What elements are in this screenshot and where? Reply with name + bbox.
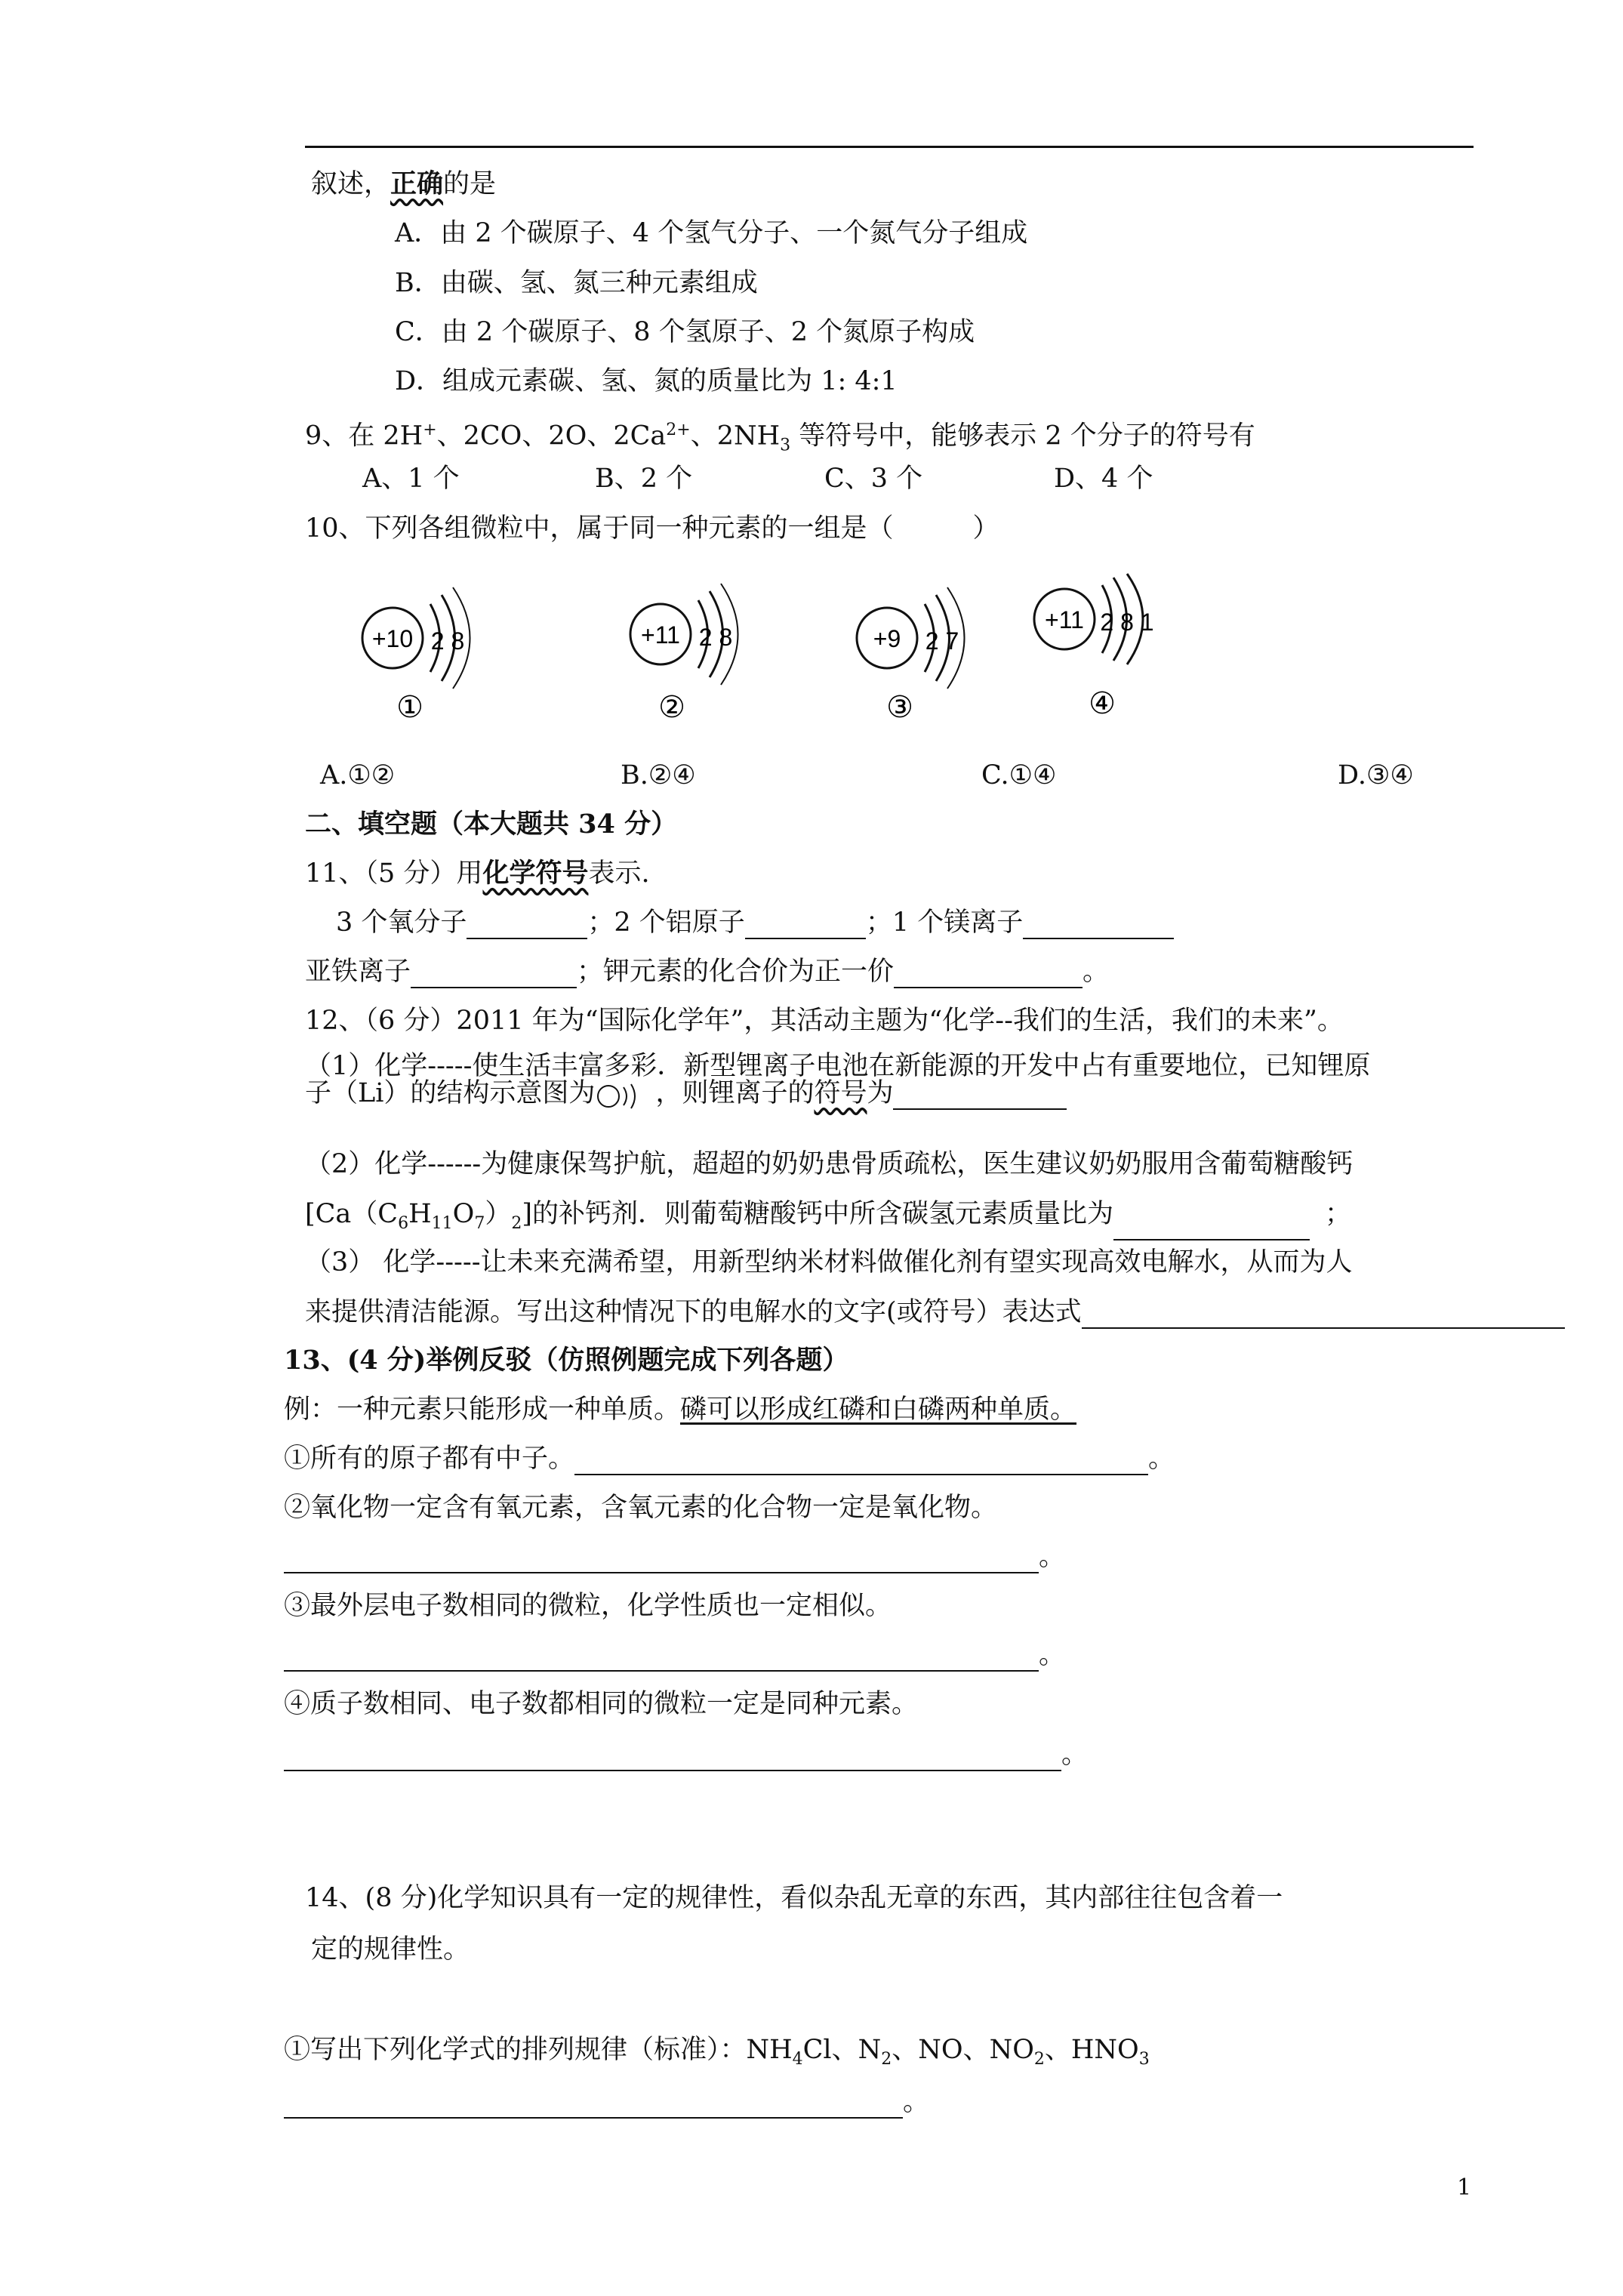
atom-1-shells: 2 8 <box>430 627 465 655</box>
header-rule <box>305 146 1474 148</box>
atom-2-shells: 2 8 <box>698 624 733 651</box>
q11-stem: 11、（5 分）用化学符号表示. <box>305 858 650 889</box>
q13-item-3: ③最外层电子数相同的微粒，化学性质也一定相似。 <box>284 1591 892 1621</box>
atom-3-label: ③ <box>886 690 913 725</box>
q12-part1-line2: 子（Li）的结构示意图为 ，则锂离子的符号为 <box>305 1077 1067 1110</box>
q13-stem: 13、(4 分)举例反驳（仿照例题完成下列各题） <box>284 1345 849 1376</box>
q8-option-c: C．由 2 个碳原子、8 个氢原子、2 个氮原子构成 <box>395 317 975 347</box>
q13-example: 例：一种元素只能形成一种单质。磷可以形成红磷和白磷两种单质。 <box>284 1395 1077 1425</box>
q13-item-3-answer: 。 <box>284 1638 1065 1672</box>
q14-item-1-answer: 。 <box>284 2085 929 2119</box>
atom-2-nucleus: +11 <box>641 621 680 649</box>
atom-diagram-1 <box>359 581 494 735</box>
q9-stem: 9、在 2H+、2CO、2O、$2Ca^{2+}$、$2NH_3$ 等符号中，能够表示 2 个分子的符号有 <box>305 421 1255 455</box>
q8-stem: 叙述，正确的是 <box>311 168 497 199</box>
q13-item-2: ②氧化物一定含有氧元素，含氧元素的化合物一定是氧化物。 <box>284 1493 998 1523</box>
q10-stem: 10、下列各组微粒中，属于同一种元素的一组是（ ） <box>305 513 999 544</box>
q12-part2-line1: （2）化学------为健康保驾护航，超超的奶奶患骨质疏松，医生建议奶奶服用含葡萄糖酸钙 <box>305 1149 1354 1179</box>
q8-option-a: A．由 2 个碳原子、4 个氢气分子、一个氮气分子组成 <box>395 218 1028 248</box>
lithium-atom-diagram <box>595 1080 655 1110</box>
atom-2-label: ② <box>658 690 685 725</box>
q9-option-d: D、4 个 <box>1054 464 1153 494</box>
q13-item-2-answer: 。 <box>284 1540 1065 1573</box>
q11-line-2: 亚铁离子 ；钾元素的化合价为正一价 。 <box>305 957 1110 987</box>
atom-3-shells: 2 7 <box>925 627 959 655</box>
q12-part2-line2: $[Ca(C_6H_{11}O_7)_2]$的补钙剂．则葡萄糖酸钙中所含碳氢元素质量比为 ； <box>305 1197 1351 1240</box>
q11-line-1: 3 个氧分子 ；2 个铝原子 ；1 个镁离子 <box>336 906 1174 939</box>
q9-option-b: B、2 个 <box>595 464 693 494</box>
q12-stem: 12、（6 分）2011 年为“国际化学年”，其活动主题为“化学--我们的生活，我们的未来”。 <box>305 1006 1344 1036</box>
q13-item-4-answer: 。 <box>284 1738 1088 1771</box>
page-number: 1 <box>1457 2174 1472 2201</box>
q14-stem-line1: 14、(8 分)化学知识具有一定的规律性，看似杂乱无章的东西，其内部往往包含着一 <box>305 1883 1283 1913</box>
q10-option-b: B.②④ <box>621 760 696 791</box>
q9-option-c: C、3 个 <box>824 464 923 494</box>
section-2-title: 二、填空题（本大题共 34 分） <box>305 809 678 840</box>
atom-4-label: ④ <box>1089 686 1116 721</box>
q14-blank-1[interactable] <box>284 2090 903 2119</box>
q14-stem-line2: 定的规律性。 <box>311 1934 470 1965</box>
q11-blank-aluminum[interactable] <box>745 911 866 939</box>
q10-option-c: C.①④ <box>981 760 1057 791</box>
q11-blank-ferrous[interactable] <box>411 960 577 988</box>
q11-blank-magnesium[interactable] <box>1023 911 1174 939</box>
q12-blank-lithium-ion[interactable] <box>893 1081 1067 1110</box>
q9-option-a: A、1 个 <box>362 464 460 494</box>
q14-item-1: ①写出下列化学式的排列规律（标准）：$NH_4Cl$、$N_2$、NO、$NO_2$、$HNO_3$ <box>284 2035 1150 2069</box>
q12-part3-line2: 来提供清洁能源。写出这种情况下的电解水的文字(或符号）表达式 <box>305 1296 1565 1329</box>
atom-1-label: ① <box>396 690 423 725</box>
q8-option-b: B．由碳、氢、氮三种元素组成 <box>395 268 758 298</box>
atom-diagram-4 <box>1030 581 1181 735</box>
q13-blank-2[interactable] <box>284 1545 1039 1573</box>
q11-blank-potassium[interactable] <box>894 960 1083 988</box>
q13-item-4: ④质子数相同、电子数都相同的微粒一定是同种元素。 <box>284 1689 919 1719</box>
q13-blank-3[interactable] <box>284 1643 1039 1672</box>
q13-item-1: ①所有的原子都有中子。 。 <box>284 1444 1175 1474</box>
q11-blank-oxygen[interactable] <box>467 911 587 939</box>
q12-blank-mass-ratio[interactable] <box>1113 1212 1310 1240</box>
atom-1-nucleus: +10 <box>371 625 414 652</box>
q13-blank-1[interactable] <box>574 1447 1148 1475</box>
atom-diagram-3 <box>853 581 989 735</box>
q10-option-a: A.①② <box>320 760 396 791</box>
atom-diagram-2 <box>627 581 762 735</box>
q13-blank-4[interactable] <box>284 1743 1061 1771</box>
q12-part1-line1: （1）化学-----使生活丰富多彩．新型锂离子电池在新能源的开发中占有重要地位，已知锂原 <box>305 1051 1371 1081</box>
q12-part3-line1: （3） 化学-----让未来充满希望，用新型纳米材料做催化剂有望实现高效电解水，从而为人 <box>305 1247 1353 1277</box>
q12-blank-electrolysis[interactable] <box>1082 1300 1565 1329</box>
atom-3-nucleus: +9 <box>873 625 901 652</box>
q8-option-d: D．组成元素碳、氢、氮的质量比为 1: 4:1 <box>395 366 898 396</box>
atom-4-nucleus: +11 <box>1045 606 1084 633</box>
q10-option-d: D.③④ <box>1338 760 1414 791</box>
atom-4-shells: 2 8 1 <box>1100 609 1154 636</box>
